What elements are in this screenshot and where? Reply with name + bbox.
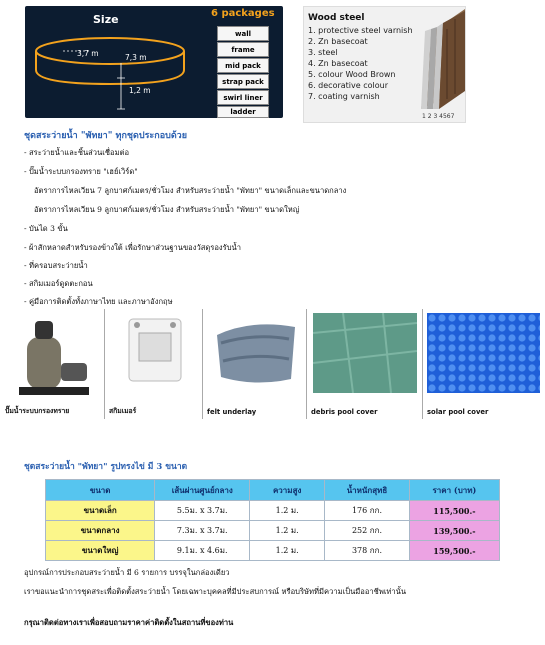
solar-cover-image [427,313,540,393]
size-diameter: 9.1ม. x 4.6ม. [155,541,250,561]
table-row [46,541,500,561]
size-height: 1.2 ม. [250,521,325,541]
size-title: Size [93,13,119,26]
table-row [46,501,500,521]
size-name: ขนาดกลาง [46,521,155,541]
table-header-row [46,480,500,501]
sizes-heading: ชุดสระว่ายน้ำ "พัทยา" รูปทรงไข่ มี 3 ขนาด [24,462,188,472]
layer-3: 3. steel [308,48,338,57]
photo-skimmer [105,309,203,419]
size-diameter: 5.5ม. x 3.7ม. [155,501,250,521]
package-item: - บันได 3 ขั้น [24,224,68,233]
package-strap-pack: strap pack [217,74,269,89]
footer-note-contact: กรุณาติดต่อทางเราเพื่อสอบถามราคาค่าติดตั้งในสถานที่ของท่าน [24,618,234,627]
package-item: อัตราการไหลเวียน 9 ลูกบาศก์เมตร/ชั่วโมง สำหรับสระว่ายน้ำ "พัทยา" ขนาดใหญ่ [34,205,300,214]
photo-caption: debris pool cover [311,408,378,416]
package-item: - สระว่ายน้ำและชิ้นส่วนเชื่อมต่อ [24,148,130,157]
size-price: 115,500.- [409,501,499,521]
package-wall: wall [217,26,269,41]
size-weight: 176 กก. [325,501,410,521]
layer-5: 5. colour Wood Brown [308,70,396,79]
layer-numbers: 1 2 3 4567 [422,113,455,120]
size-price: 159,500.- [409,541,499,561]
footer-note-contents: อุปกรณ์การประกอบสระว่ายน้ำ มี 6 รายการ บรรจุในกล่องเดียว [24,568,230,577]
package-ladder: ladder [217,106,269,118]
dim-height: 1,2 m [129,86,151,95]
col-header: ความสูง [250,480,325,501]
photo-sand-filter [1,309,105,419]
size-weight: 252 กก. [325,521,410,541]
footer-note-recommendation: เราขอแนะนำการชุดสระเพื่อติดตั้งสระว่ายน้ำ โดยเฉพาะบุคคลที่มีประสบการณ์ หรือบริษัทที่มีความเป็นมืออาชีพเท่านั้น [24,587,407,596]
photo-solar-cover [423,309,544,419]
size-height: 1.2 ม. [250,501,325,521]
photo-debris-cover [307,309,423,419]
size-diagram-panel [25,6,283,118]
col-header: น้ำหนักสุทธิ [325,480,410,501]
sizes-table [45,479,500,561]
size-name: ขนาดใหญ่ [46,541,155,561]
layer-1: 1. protective steel varnish [308,26,413,35]
size-price: 139,500.- [409,521,499,541]
col-header: เส้นผ่านศูนย์กลาง [155,480,250,501]
package-item: - ปั๊มน้ำระบบกรองทราย "เฮย์เวิร์ด" [24,167,138,176]
package-swirl-liner: swirl liner [217,90,269,105]
size-diameter: 7.3ม. x 3.7ม. [155,521,250,541]
packages-title: 6 packages [211,8,275,19]
dim-width: 3,7 m [77,49,99,58]
package-mid-pack: mid pack [217,58,269,73]
layer-7: 7. coating varnish [308,92,380,101]
package-heading: ชุดสระว่ายน้ำ "พัทยา" ทุกชุดประกอบด้วย [24,131,187,141]
package-frame: frame [217,42,269,57]
wood-steel-panel [303,6,466,123]
layer-4: 4. Zn basecoat [308,59,368,68]
wood-steel-title: Wood steel [308,13,365,23]
sand-filter-image [15,315,91,397]
package-item: - คู่มือการติดตั้งทั้งภาษาไทย และภาษาอังกฤษ [24,297,173,306]
table-row [46,521,500,541]
wood-steel-layers-image [417,9,465,113]
photo-caption: ปั๊มน้ำระบบกรองทราย [5,407,70,415]
package-item: อัตราการไหลเวียน 7 ลูกบาศก์เมตร/ชั่วโมง สำหรับสระว่ายน้ำ "พัทยา" ขนาดเล็กและขนาดกลาง [34,186,347,195]
col-header: ขนาด [46,480,155,501]
photo-caption: สกิมเมอร์ [109,407,137,415]
photo-felt-underlay [203,309,307,419]
debris-cover-image [313,313,417,393]
photo-caption: solar pool cover [427,408,489,416]
layer-2: 2. Zn basecoat [308,37,368,46]
size-name: ขนาดเล็ก [46,501,155,521]
layer-6: 6. decorative colour [308,81,388,90]
size-weight: 378 กก. [325,541,410,561]
package-item: - สกิมเมอร์ดูดตะกอน [24,279,93,288]
size-height: 1.2 ม. [250,541,325,561]
photo-caption: felt underlay [207,408,257,416]
dim-length: 7,3 m [125,53,147,62]
package-item: - ผ้าสักหลาดสำหรับรองข้างใต้ เพื่อรักษาส่วนฐานของวัสดุรองรับน้ำ [24,243,241,252]
felt-underlay-image [211,313,301,387]
skimmer-image [123,313,187,393]
product-photo-strip [1,309,544,419]
package-item: - ที่ครอบสระว่ายน้ำ [24,261,88,270]
col-header: ราคา (บาท) [409,480,499,501]
